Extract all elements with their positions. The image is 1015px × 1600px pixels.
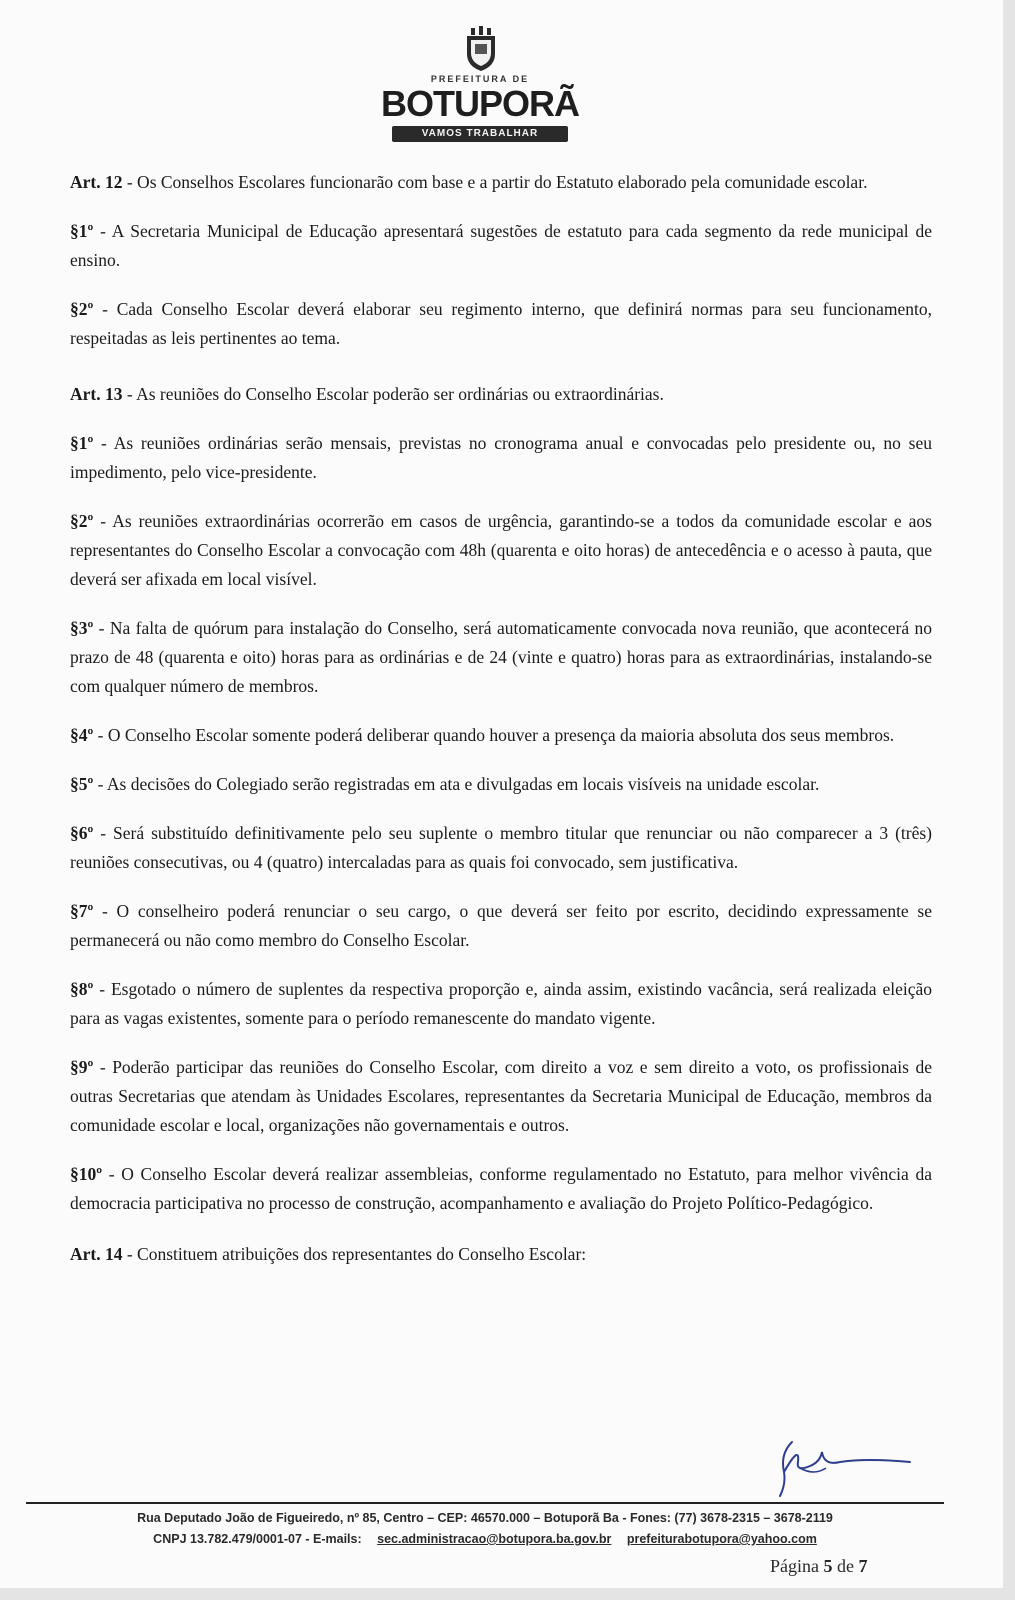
article-13-paragraph-1: §1º - As reuniões ordinárias serão mensais, previstas no cronograma anual e convocadas pelo presidente ou, no seu impedimento, pelo vice-presidente. — [70, 433, 932, 482]
article-13-paragraph-10: §10º - O Conselho Escolar deverá realizar assembleias, conforme regulamentado no Estatuto, para melhor vivência da democracia participativa no processo de construção, acompanhamento e avaliação do Projeto Político-Pedagógico. — [70, 1164, 932, 1213]
document-body — [70, 168, 932, 1289]
prefeitura-logo — [380, 26, 580, 144]
article-13-paragraph-3: §3º - Na falta de quórum para instalação do Conselho, será automaticamente convocada nova reunião, que acontecerá no prazo de 48 (quarenta e oito) horas para as ordinárias e de 24 (vinte e quatro) horas para as extraordinárias, instalando-se com qualquer número de membros. — [70, 618, 932, 696]
footer — [20, 1508, 950, 1550]
handwritten-signature — [770, 1432, 920, 1502]
article-13-paragraph-7: §7º - O conselheiro poderá renunciar o seu cargo, o que deverá ser feito por escrito, decidindo expressamente se permanecerá ou não como membro do Conselho Escolar. — [70, 901, 932, 950]
article-13-paragraph-6: §6º - Será substituído definitivamente pelo seu suplente o membro titular que renunciar ou não comparecer a 3 (três) reuniões consecutivas, ou 4 (quatro) intercaladas para as quais foi convocado, sem justificativa. — [70, 823, 932, 872]
email-link-prefeitura[interactable]: prefeiturabotupora@yahoo.com — [626, 1532, 817, 1546]
logo-prefix: PREFEITURA DE — [430, 74, 530, 84]
municipal-crest-icon — [463, 26, 499, 72]
article-13-paragraph-8: §8º - Esgotado o número de suplentes da respectiva proporção e, ainda assim, existindo vacância, será realizada eleição para as vagas existentes, somente para o período remanescente do mandato vigente. — [70, 979, 932, 1028]
article-12-paragraph-2: §2º - Cada Conselho Escolar deverá elaborar seu regimento interno, que definirá normas para seu funcionamento, respeitadas as leis pertinentes ao tema. — [70, 299, 932, 348]
logo-slogan: VAMOS TRABALHAR — [392, 126, 568, 142]
logo-name: BOTUPORÃ — [381, 83, 579, 124]
article-13-paragraph-4: §4º - O Conselho Escolar somente poderá deliberar quando houver a presença da maioria absoluta dos seus membros. — [70, 725, 895, 745]
footer-cnpj: CNPJ 13.782.479/0001-07 - E-mails: — [153, 1532, 362, 1546]
article-12-paragraph-1: §1º - A Secretaria Municipal de Educação apresentará sugestões de estatuto para cada segmento da rede municipal de ensino. — [70, 221, 932, 270]
footer-contact — [20, 1528, 950, 1550]
article-13-paragraph-5: §5º - As decisões do Colegiado serão registradas em ata e divulgadas em locais visíveis na unidade escolar. — [70, 774, 820, 794]
article-13-paragraph-2: §2º - As reuniões extraordinárias ocorrerão em casos de urgência, garantindo-se a todos da comunidade escolar e aos representantes do Conselho Escolar a convocação com 48h (quarenta e oito horas) de antecedência e o acesso à pauta, que deverá ser afixada em local visível. — [70, 511, 932, 589]
page-number: Página 5 de 7 — [770, 1556, 868, 1576]
email-link-administracao[interactable]: sec.administracao@botupora.ba.gov.br — [377, 1532, 612, 1546]
article-12: Art. 12 - Os Conselhos Escolares funcionarão com base e a partir do Estatuto elaborado pela comunidade escolar. — [70, 172, 868, 192]
article-13: Art. 13 - As reuniões do Conselho Escolar poderão ser ordinárias ou extraordinárias. — [70, 384, 664, 404]
footer-address: Rua Deputado João de Figueiredo, nº 85, Centro – CEP: 46570.000 – Botuporã Ba - Fones: (77) 3678-2315 – 3678-2119 — [137, 1511, 833, 1525]
article-14: Art. 14 - Constituem atribuições dos representantes do Conselho Escolar: — [70, 1244, 587, 1264]
footer-divider — [26, 1502, 944, 1504]
article-13-paragraph-9: §9º - Poderão participar das reuniões do Conselho Escolar, com direito a voz e sem direito a voto, os profissionais de outras Secretarias que atendam às Unidades Escolares, representantes da Secretaria Municipal de Educação, membros da comunidade escolar e local, organizações não governamentais e outros. — [70, 1057, 932, 1135]
